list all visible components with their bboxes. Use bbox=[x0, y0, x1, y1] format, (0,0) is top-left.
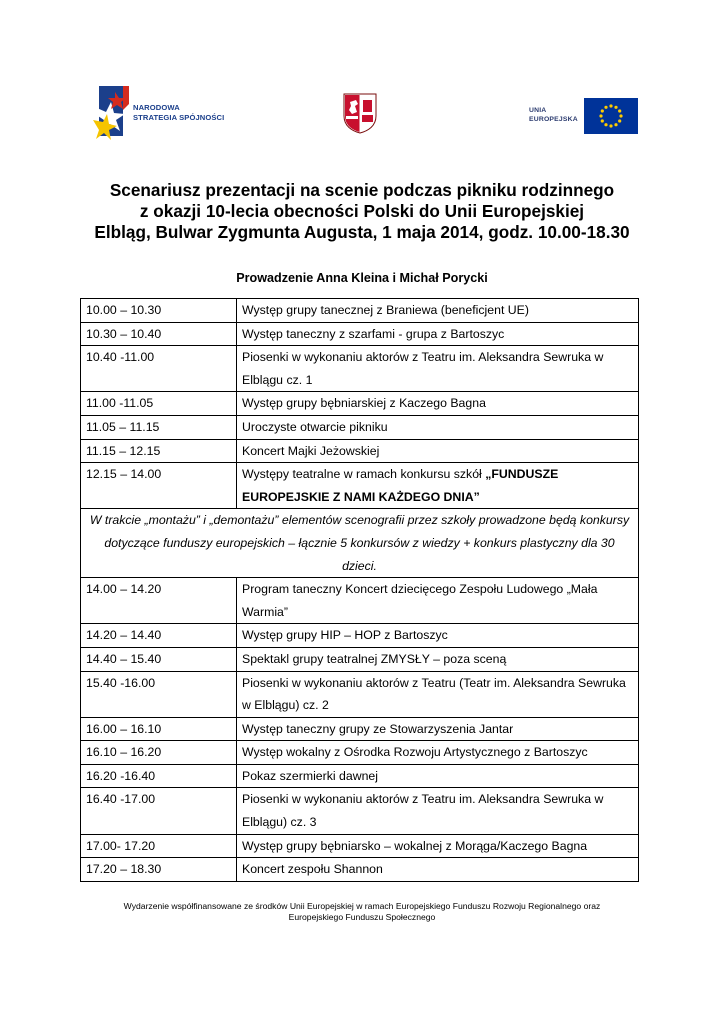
table-row bbox=[81, 392, 639, 416]
document-title bbox=[60, 180, 664, 243]
event-cell: Program taneczny Koncert dziecięcego Zespołu Ludowego „Mała Warmia” bbox=[237, 578, 639, 624]
time-cell: 10.40 -11.00 bbox=[81, 346, 237, 392]
eu-flag-icon bbox=[584, 98, 638, 134]
time-cell: 14.40 – 15.40 bbox=[81, 647, 237, 671]
time-cell: 11.15 – 12.15 bbox=[81, 439, 237, 463]
cofinancing-footer bbox=[60, 901, 664, 923]
table-row bbox=[81, 788, 639, 834]
schedule-table bbox=[80, 298, 639, 882]
table-row bbox=[81, 439, 639, 463]
event-cell: Występ taneczny z szarfami - grupa z Bartoszyc bbox=[237, 322, 639, 346]
elblag-coat-of-arms-icon bbox=[342, 92, 378, 134]
contest-note: W trakcie „montażu” i „demontażu” elementów scenografii przez szkoły prowadzone będą konkursy dotyczące funduszy europejskich – łącznie 5 konkursów z wiedzy + konkurs plastyczny dla 30 dzieci. bbox=[81, 509, 639, 578]
event-cell: Występ taneczny grupy ze Stowarzyszenia Jantar bbox=[237, 717, 639, 741]
table-row bbox=[81, 578, 639, 624]
event-cell: Piosenki w wykonaniu aktorów z Teatru im. Aleksandra Sewruka w Elblągu cz. 1 bbox=[237, 346, 639, 392]
time-cell: 17.20 – 18.30 bbox=[81, 858, 237, 882]
narodowa-strategia-spojnosci-logo bbox=[93, 84, 228, 144]
event-cell: Występ grupy bębniarsko – wokalnej z Morąga/Kaczego Bagna bbox=[237, 834, 639, 858]
event-cell: Pokaz szermierki dawnej bbox=[237, 764, 639, 788]
event-cell: Występ grupy bębniarskiej z Kaczego Bagna bbox=[237, 392, 639, 416]
eu-logo-line2: EUROPEJSKA bbox=[529, 116, 578, 123]
event-cell: Występ wokalny z Ośrodka Rozwoju Artystycznego z Bartoszyc bbox=[237, 741, 639, 765]
table-row bbox=[81, 717, 639, 741]
time-cell: 16.40 -17.00 bbox=[81, 788, 237, 834]
event-cell: Piosenki w wykonaniu aktorów z Teatru (Teatr im. Aleksandra Sewruka w Elblągu) cz. 2 bbox=[237, 671, 639, 717]
event-cell: Występ grupy HIP – HOP z Bartoszyc bbox=[237, 624, 639, 648]
table-row-note bbox=[81, 509, 639, 578]
event-cell bbox=[237, 463, 639, 509]
table-row bbox=[81, 322, 639, 346]
table-row bbox=[81, 299, 639, 323]
table-row bbox=[81, 647, 639, 671]
contest-name: „FUNDUSZE EUROPEJSKIE Z NAMI KAŻDEGO DNIA” bbox=[242, 467, 559, 504]
title-line-3: Elbląg, Bulwar Zygmunta Augusta, 1 maja 2014, godz. 10.00-18.30 bbox=[94, 222, 630, 242]
event-cell: Koncert Majki Jeżowskiej bbox=[237, 439, 639, 463]
event-cell: Występ grupy tanecznej z Braniewa (beneficjent UE) bbox=[237, 299, 639, 323]
unia-europejska-logo bbox=[516, 96, 640, 136]
time-cell: 11.00 -11.05 bbox=[81, 392, 237, 416]
event-cell: Spektakl grupy teatralnej ZMYSŁY – poza sceną bbox=[237, 647, 639, 671]
table-row bbox=[81, 834, 639, 858]
event-cell: Koncert zespołu Shannon bbox=[237, 858, 639, 882]
logo-bar bbox=[0, 80, 724, 150]
table-row bbox=[81, 671, 639, 717]
time-cell: 16.10 – 16.20 bbox=[81, 741, 237, 765]
title-line-2: z okazji 10-lecia obecności Polski do Unii Europejskiej bbox=[139, 201, 585, 221]
table-row bbox=[81, 415, 639, 439]
time-cell: 11.05 – 11.15 bbox=[81, 415, 237, 439]
ns-logo-line2: STRATEGIA SPÓJNOŚCI bbox=[133, 113, 225, 122]
time-cell: 12.15 – 14.00 bbox=[81, 463, 237, 509]
strategia-star-icon bbox=[93, 84, 129, 142]
table-row bbox=[81, 741, 639, 765]
table-row bbox=[81, 624, 639, 648]
time-cell: 14.20 – 14.40 bbox=[81, 624, 237, 648]
time-cell: 14.00 – 14.20 bbox=[81, 578, 237, 624]
time-cell: 15.40 -16.00 bbox=[81, 671, 237, 717]
time-cell: 10.00 – 10.30 bbox=[81, 299, 237, 323]
table-row bbox=[81, 463, 639, 509]
eu-logo-line1: UNIA bbox=[529, 107, 547, 114]
time-cell: 10.30 – 10.40 bbox=[81, 322, 237, 346]
event-text: Występy teatralne w ramach konkursu szkół bbox=[242, 467, 486, 482]
footer-line-2: Europejskiego Funduszu Społecznego bbox=[288, 912, 436, 922]
time-cell: 17.00- 17.20 bbox=[81, 834, 237, 858]
event-cell: Piosenki w wykonaniu aktorów z Teatru im. Aleksandra Sewruka w Elblągu) cz. 3 bbox=[237, 788, 639, 834]
table-row bbox=[81, 858, 639, 882]
title-line-1: Scenariusz prezentacji na scenie podczas pikniku rodzinnego bbox=[109, 180, 615, 200]
hosts-line: Prowadzenie Anna Kleina i Michał Porycki bbox=[236, 271, 488, 285]
table-row bbox=[81, 346, 639, 392]
event-cell: Uroczyste otwarcie pikniku bbox=[237, 415, 639, 439]
footer-line-1: Wydarzenie współfinansowane ze środków Unii Europejskiej w ramach Europejskiego Funduszu Rozwoju Regionalnego oraz bbox=[123, 901, 601, 911]
ns-logo-line1: NARODOWA bbox=[133, 103, 180, 112]
time-cell: 16.20 -16.40 bbox=[81, 764, 237, 788]
table-row bbox=[81, 764, 639, 788]
time-cell: 16.00 – 16.10 bbox=[81, 717, 237, 741]
